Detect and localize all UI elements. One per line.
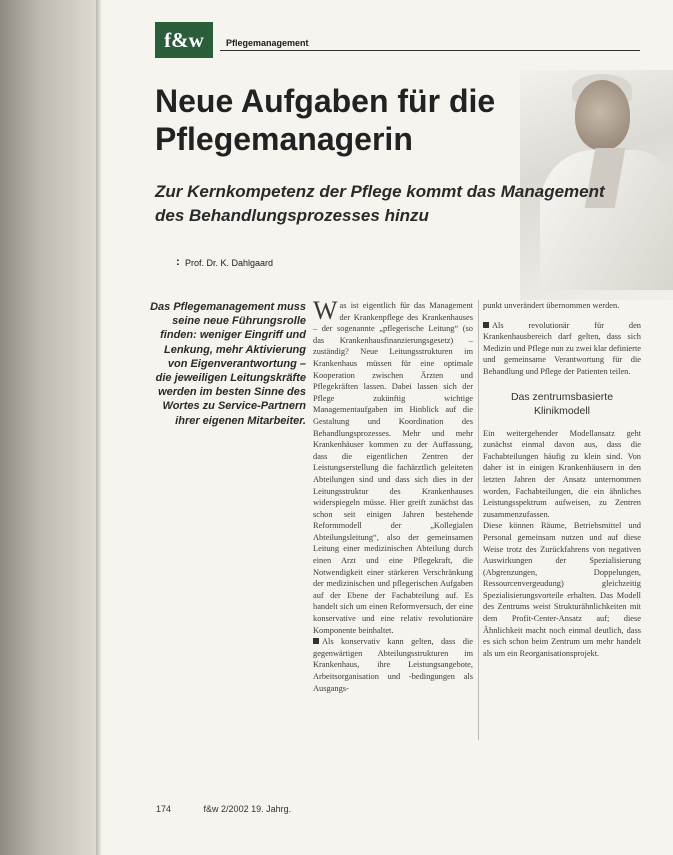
- column-subheading: Das zentrumsbasierte Klinikmodell: [510, 390, 614, 417]
- column-2-paragraph-2: [483, 320, 641, 378]
- column-1-paragraph-1-text: as ist eigentlich für das Management der Krankenpflege des Krankenhauses – der sogenannte „pflegerische Leitung“ (so das Krankenhausfinanzierungsgesetz) – zuständig? Neue Leitungsstrukturen im Krankenhaus müssen für eine optimale Kooperation zwischen Ärzten und Pflegekräften lassen. Dabei lassen sich der Pflege zukünftig wichtige Managementaufgaben im Hinblick auf die Gestaltung und Koordination des Behandlungsprozesses. Mehr und mehr Krankenhäuser kommen zu der Auffassung, dass die eigentlichen Zentren der Leistungserstellung die fachärztlich geleiteten Abteilungen sind und dass sich dies in der Leitungsstruktur des Krankenhauses widerspiegeln müsse. Hier greift zunächst das schon seit einigen Jahren bestehende Reformmodell der „Kollegialen Abteilungsleitung“, also der gemeinsamen Leitung einer medizinischen Abteilung durch einen Arzt und eine Pflegekraft, die Notwendigkeit einer stärkeren Verschränkung der medizinischen und pflegerischen Aufgaben auf der Ebene der Fachabteilung auf. Es handelt sich um einen Reformversuch, der eine konservative und eine relativ revolutionäre Komponente beinhaltet.: [313, 301, 473, 635]
- article-subtitle: Zur Kernkompetenz der Pflege kommt das Management des Behandlungsprozesses hinzu: [155, 182, 605, 225]
- magazine-logo: f&w: [155, 22, 213, 58]
- square-bullet-icon: [483, 322, 489, 328]
- section-label: Pflegemanagement: [226, 38, 309, 48]
- text-column-1: [313, 296, 473, 694]
- column-2-paragraph-3: Ein weitergehender Modellansatz geht zunächst einmal davon aus, dass die Fachabteilungen häufig zu klein sind. Von daher ist in einigen Krankenhäusern in den letzten Jahren der Ansatz unternommen worden, Fachabteilungen, die ein ähnliches Leistungsspektrum aufweisen, zu Zentren zusammenzufassen.: [483, 428, 641, 519]
- photo-head: [575, 80, 630, 150]
- page-gutter-shadow: [0, 0, 96, 855]
- column-1-paragraph-1: [313, 296, 473, 636]
- article-lead: Das Pflegemanagement muss seine neue Führungsrolle finden: weniger Eingriff und Lenkung, mehr Aktivierung von Eigenverantwortung – die jeweiligen Leitungskräfte werden im besten Sinne des Wortes zu Service-Partnern ihrer eigenen Mitarbeiter.: [150, 301, 306, 427]
- issue-info: f&w 2/2002 19. Jahrg.: [203, 804, 292, 814]
- column-2-paragraph-4: Diese können Räume, Betriebsmittel und Personal gemeinsam nutzen und auf diese Weise trotz des Zurückfahrens von negativen Auswirkungen der Spezialisierung (Abgrenzungen, Doppelungen, Ressourcenvergeudung) gleichzeitig Spezialisierungsvorteile erhalten. Das Modell des Zentrums weist Strukturähnlichkeiten mit dem Profit-Center-Ansatz auf; diese Ähnlichkeit macht noch einmal deutlich, dass es sich schon beim Zentrum um mehr handelt als um ein Reorganisationsprojekt.: [483, 521, 641, 658]
- header-rule: [220, 50, 640, 51]
- page-footer: [156, 804, 291, 814]
- column-1-paragraph-2-text: Als konservativ kann gelten, dass die gegenwärtigen Abteilungsstrukturen im Krankenhaus, ihre Leistungsangebote, Arbeitsorganisation und -bedingungen als Ausgangs-: [313, 637, 473, 693]
- article-author: Prof. Dr. K. Dahlgaard: [185, 258, 274, 268]
- author-marker: :: [176, 256, 180, 268]
- column-2-paragraph-2-text: Als revolutionär für den Krankenhausbereich darf gelten, dass sich Medizin und Pflege nun zu zwei klar definierte und gemeinsame Verantwortung für die Behandlung und Pflege der Patienten teilen.: [483, 320, 641, 376]
- square-bullet-icon: [313, 638, 319, 644]
- page-fold: [96, 0, 102, 855]
- column-2-paragraph-1: punkt unverändert übernommen werden.: [483, 301, 620, 310]
- article-title: Neue Aufgaben für die Pflegemanagerin: [155, 83, 496, 157]
- column-divider: [478, 300, 479, 740]
- page-number: 174: [156, 804, 172, 814]
- column-1-paragraph-2: [313, 636, 473, 694]
- drop-cap: W: [313, 296, 338, 325]
- text-column-2: [483, 300, 641, 659]
